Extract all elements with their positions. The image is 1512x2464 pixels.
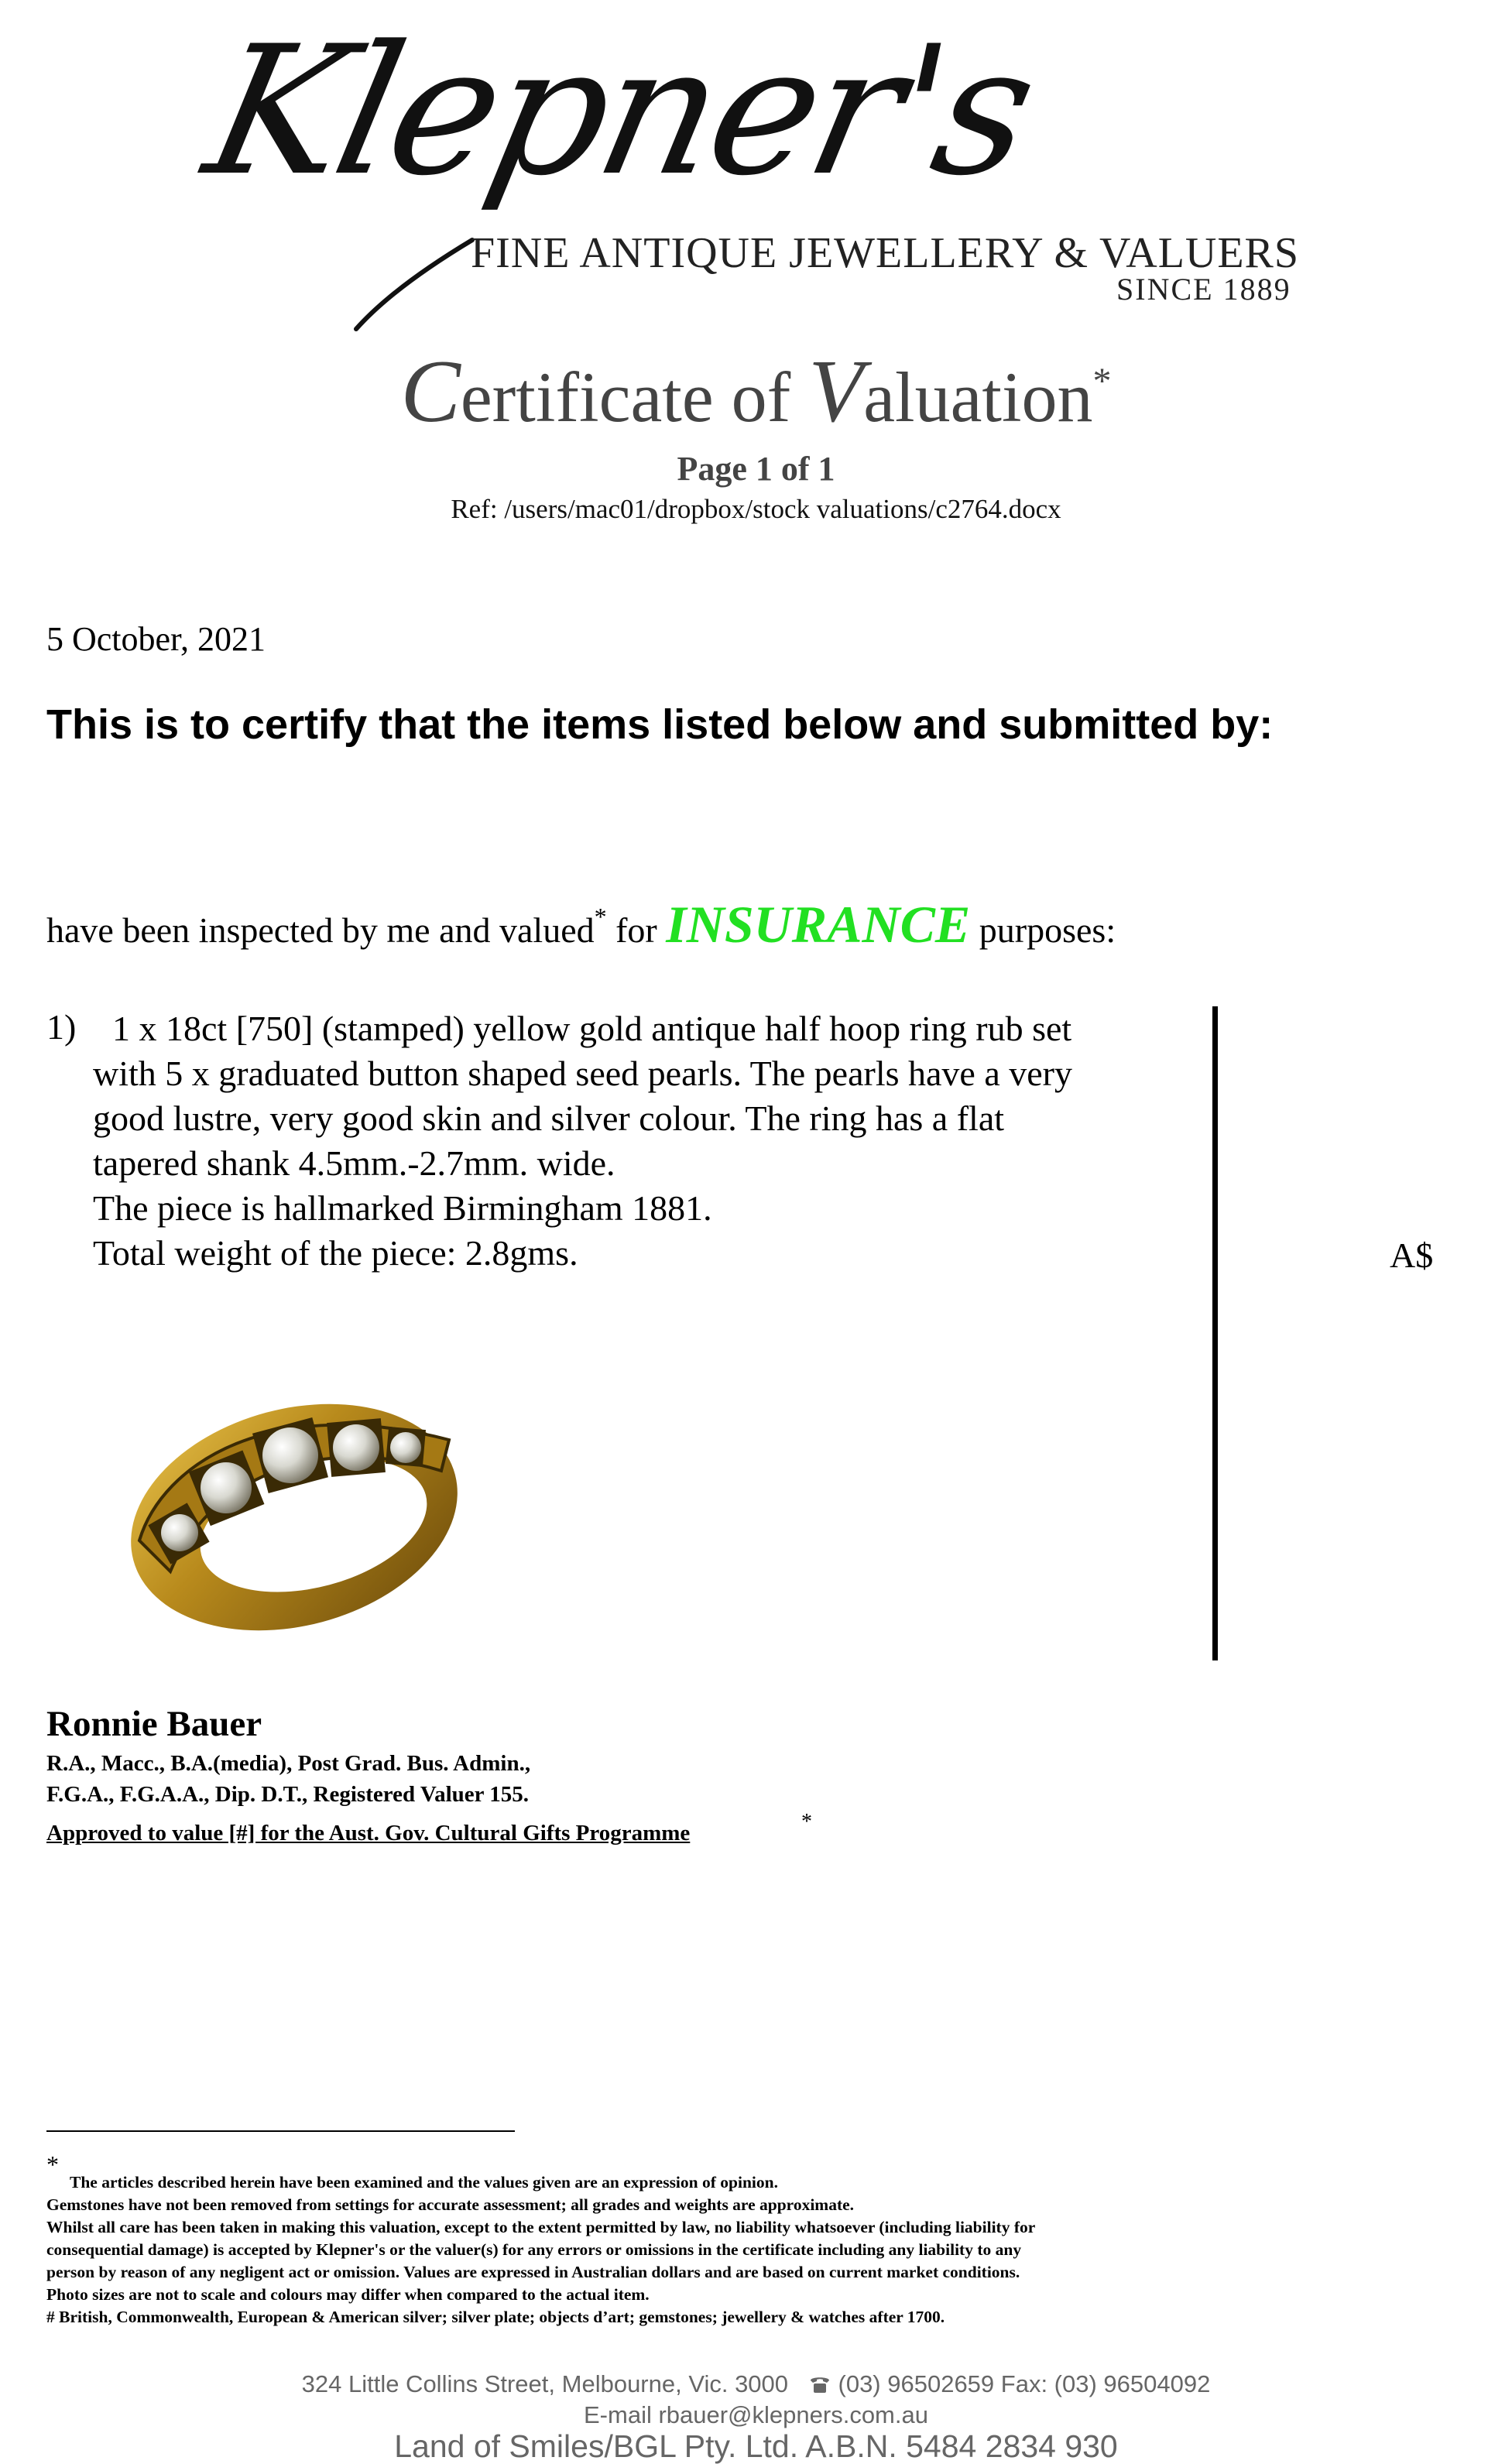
item-line: The piece is hallmarked Birmingham 1881. xyxy=(93,1188,712,1228)
title-initial-c: C xyxy=(400,342,461,441)
approval-asterisk: * xyxy=(801,1810,812,1834)
item-line: with 5 x graduated button shaped seed pearls. The pearls have a very xyxy=(93,1054,1072,1093)
title-initial-v: V xyxy=(808,342,864,441)
item-line: Total weight of the piece: 2.8gms. xyxy=(93,1233,578,1273)
item-line: tapered shank 4.5mm.-2.7mm. wide. xyxy=(93,1143,615,1183)
reference-path: Ref: /users/mac01/dropbox/stock valuations/c2764.docx xyxy=(451,494,1061,524)
certificate-title xyxy=(0,341,1512,444)
valuer-name: Ronnie Bauer xyxy=(46,1704,262,1744)
title-asterisk: * xyxy=(1092,361,1112,402)
valuation-purpose: INSURANCE xyxy=(666,895,971,954)
currency-label: A$ xyxy=(1390,1235,1434,1275)
footnote-line: The articles described herein have been examined and the values given are an expression of opinion. xyxy=(70,2173,778,2192)
footnote-line: Gemstones have not been removed from settings for accurate assessment; all grades and weights are approximate. xyxy=(46,2195,855,2214)
certify-statement: This is to certify that the items listed below and submitted by: xyxy=(46,701,1274,748)
inspected-asterisk: * xyxy=(594,903,607,930)
page-indicator: Page 1 of 1 xyxy=(677,450,835,488)
footnote-rule xyxy=(46,2130,515,2132)
title-part-1: ertificate of xyxy=(460,358,809,437)
footer-phone: (03) 96502659 Fax: (03) 96504092 xyxy=(838,2370,1211,2397)
item-line: 1 x 18ct [750] (stamped) yellow gold antique half hoop ring rub set xyxy=(112,1009,1072,1048)
logo-tagline: FINE ANTIQUE JEWELLERY & VALUERS xyxy=(471,229,1300,277)
valuer-qualifications-1: R.A., Macc., B.A.(media), Post Grad. Bus. Admin., xyxy=(46,1751,531,1776)
footnote-asterisk: * xyxy=(46,2150,59,2178)
footnotes xyxy=(46,2171,1254,2329)
footer-company: Land of Smiles/BGL Pty. Ltd. A.B.N. 5484 2834 930 xyxy=(394,2428,1118,2464)
footer-address: 324 Little Collins Street, Melbourne, Vic. 3000 xyxy=(301,2370,789,2397)
approval-statement: Approved to value [#] for the Aust. Gov. Cultural Gifts Programme xyxy=(46,1821,691,1845)
logo-since: SINCE 1889 xyxy=(1116,272,1291,307)
item-description xyxy=(93,1006,1200,1276)
value-column-divider xyxy=(1212,1006,1218,1660)
logo-script-text: Klepner's xyxy=(190,9,1048,215)
footnote-line: Photo sizes are not to scale and colours may differ when compared to the actual item. xyxy=(46,2285,650,2304)
logo-swash xyxy=(341,232,480,333)
inspected-for: for xyxy=(606,910,667,950)
item-line: good lustre, very good skin and silver colour. The ring has a flat xyxy=(93,1098,1005,1138)
footer-email: E-mail rbauer@klepners.com.au xyxy=(584,2401,928,2428)
title-part-2: aluation xyxy=(863,358,1093,437)
footnote-line: Whilst all care has been taken in making this valuation, except to the extent permitted by law, no liability whatsoever (including liability for xyxy=(46,2218,1036,2236)
footnote-line: consequential damage) is accepted by Klepner's or the valuer(s) for any errors or omissions in the certificate including any liability to any xyxy=(46,2240,1022,2259)
valuer-qualifications-2: F.G.A., F.G.A.A., Dip. D.T., Registered Valuer 155. xyxy=(46,1782,530,1807)
inspected-after: purposes: xyxy=(970,910,1116,950)
footer-contact xyxy=(0,2370,1512,2398)
phone-icon xyxy=(808,2374,831,2394)
inspected-statement xyxy=(46,894,1116,955)
item-number: 1) xyxy=(46,1007,77,1047)
footnote-line: # British, Commonwealth, European & American silver; silver plate; objects d’art; gemstones; jewellery & watches after 1700. xyxy=(46,2308,945,2326)
ring-photo xyxy=(116,1347,480,1641)
footnote-line: person by reason of any negligent act or omission. Values are expressed in Australian dollars and are based on current market conditions. xyxy=(46,2263,1020,2281)
inspected-text: have been inspected by me and valued xyxy=(46,910,595,950)
certificate-date: 5 October, 2021 xyxy=(46,620,266,658)
